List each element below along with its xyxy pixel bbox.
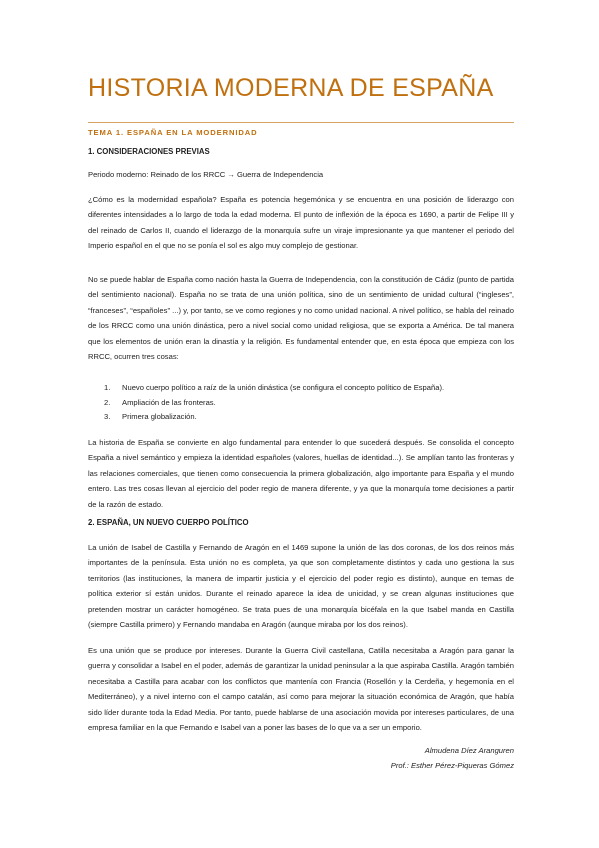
professor-name: Prof.: Esther Pérez-Piqueras Gómez [390, 761, 514, 770]
list-item [88, 410, 514, 425]
section2-paragraph-2: Es una unión que se produce por intereses. Durante la Guerra Civil castellana, Catilla necesitaba a Aragón para ganar la guerra y consolidar a Isabel en el poder, además de garantizar la unidad peninsular a la que aspiraba Castilla. Aragón también necesitaba a Castilla para acabar con los conflictos que mantenía con Francia (Rosellón y la Cerdeña, y hegemonía en el Mediterráneo), y a nivel interno con el campo catalán, así como para mejorar la situación económica de Aragón, que había sido líder durante toda la Edad Media. Por tanto, puede hablarse de una asociación movida por intereses particulares, de una empresa familiar en la que Fernando e Isabel van a poner las bases de lo que va a ser un emporio. [88, 646, 514, 733]
list-item-number: 3. [104, 412, 111, 422]
tema-heading: TEMA 1. ESPAÑA EN LA MODERNIDAD [88, 128, 258, 137]
list-item [88, 396, 514, 411]
consequences-list [88, 381, 514, 425]
periodo-line: Periodo moderno: Reinado de los RRCC → Guerra de Independencia [88, 170, 324, 179]
list-item-text: Primera globalización. [122, 412, 197, 422]
section1-heading: 1. CONSIDERACIONES PREVIAS [88, 147, 210, 156]
list-item [88, 381, 514, 396]
section2-paragraph-1: La unión de Isabel de Castilla y Fernando de Aragón en el 1469 supone la unión de las dos coronas, de los dos reinos más importantes de la península. Esta unión no es completa, ya que son completamente distintos y cada uno gestiona la sus territorios (las instituciones, la manera de impartir justicia y el ejercicio del poder regio es distinto), aunque en temas de política exterior sí están unidos. Durante el reinado aparece la idea de unicidad, y se crean algunas instituciones que pretenden mostrar un carácter homogéneo. Se trata pues de una monarquía bicéfala en la que Isabel manda en Castilla (siempre Castilla primero) y Fernando mandaba en Aragón (aunque miraba por los dos reinos). [88, 543, 514, 630]
author-name: Almudena Díez Aranguren [424, 746, 514, 755]
section2-heading: 2. ESPAÑA, UN NUEVO CUERPO POLÍTICO [88, 518, 249, 527]
list-item-number: 2. [104, 397, 111, 407]
list-item-text: Nuevo cuerpo político a raíz de la unión dinástica (se configura el concepto político de España). [122, 383, 445, 392]
title-divider [88, 122, 514, 123]
section1-paragraph-1: ¿Cómo es la modernidad española? España es potencia hegemónica y se encuentra en una posición de liderazgo con diferentes intensidades a lo largo de toda la edad moderna. El punto de inflexión de la época es 1690, a partir de Felipe III y del reinado de Carlos II, cuando el liderazgo de la monarquía sufre un viraje impresionante ya que mantener el periodo del Imperio español en el que no se ponía el sol es algo muy complejo de gestionar. [88, 195, 514, 251]
list-item-text: Ampliación de las fronteras. [122, 397, 216, 407]
section1-paragraph-3: La historia de España se convierte en algo fundamental para entender lo que sucederá después. Se consolida el concepto España a nivel semántico y empieza la identidad españoles (valores, huellas de identidad...). Se amplían tanto las fronteras y las relaciones comerciales, que tienen como consecuencia la primera globalización, algo importante para España y el mundo entero. Las tres cosas llevan al ejercicio del poder regio de manera diferente, y ya que la monarquía tome decisiones a partir de la razón de estado. [88, 438, 514, 509]
document-title: HISTORIA MODERNA DE ESPAÑA [88, 74, 494, 102]
section1-paragraph-2: No se puede hablar de España como nación hasta la Guerra de Independencia, con la constitución de Cádiz (punto de partida del sentimiento nacional). España no se trata de una unión política, sino de un sentimiento de unidad cultural (“ingleses”, “franceses”, “españoles” ...) y, por tanto, se ve como regiones y no como unidad nacional. A nivel político, se habla del reinado de los RRCC como una unión dinástica, pero a nivel social como unidad religiosa, que se exporta a América. De tal manera que los elementos de unión eran la dinastía y la religión. Es fundamental entender que, en esta época que empieza con los RRCC, ocurren tres cosas: [88, 275, 514, 362]
signature-block [88, 743, 514, 773]
list-item-number: 1. [104, 383, 111, 392]
